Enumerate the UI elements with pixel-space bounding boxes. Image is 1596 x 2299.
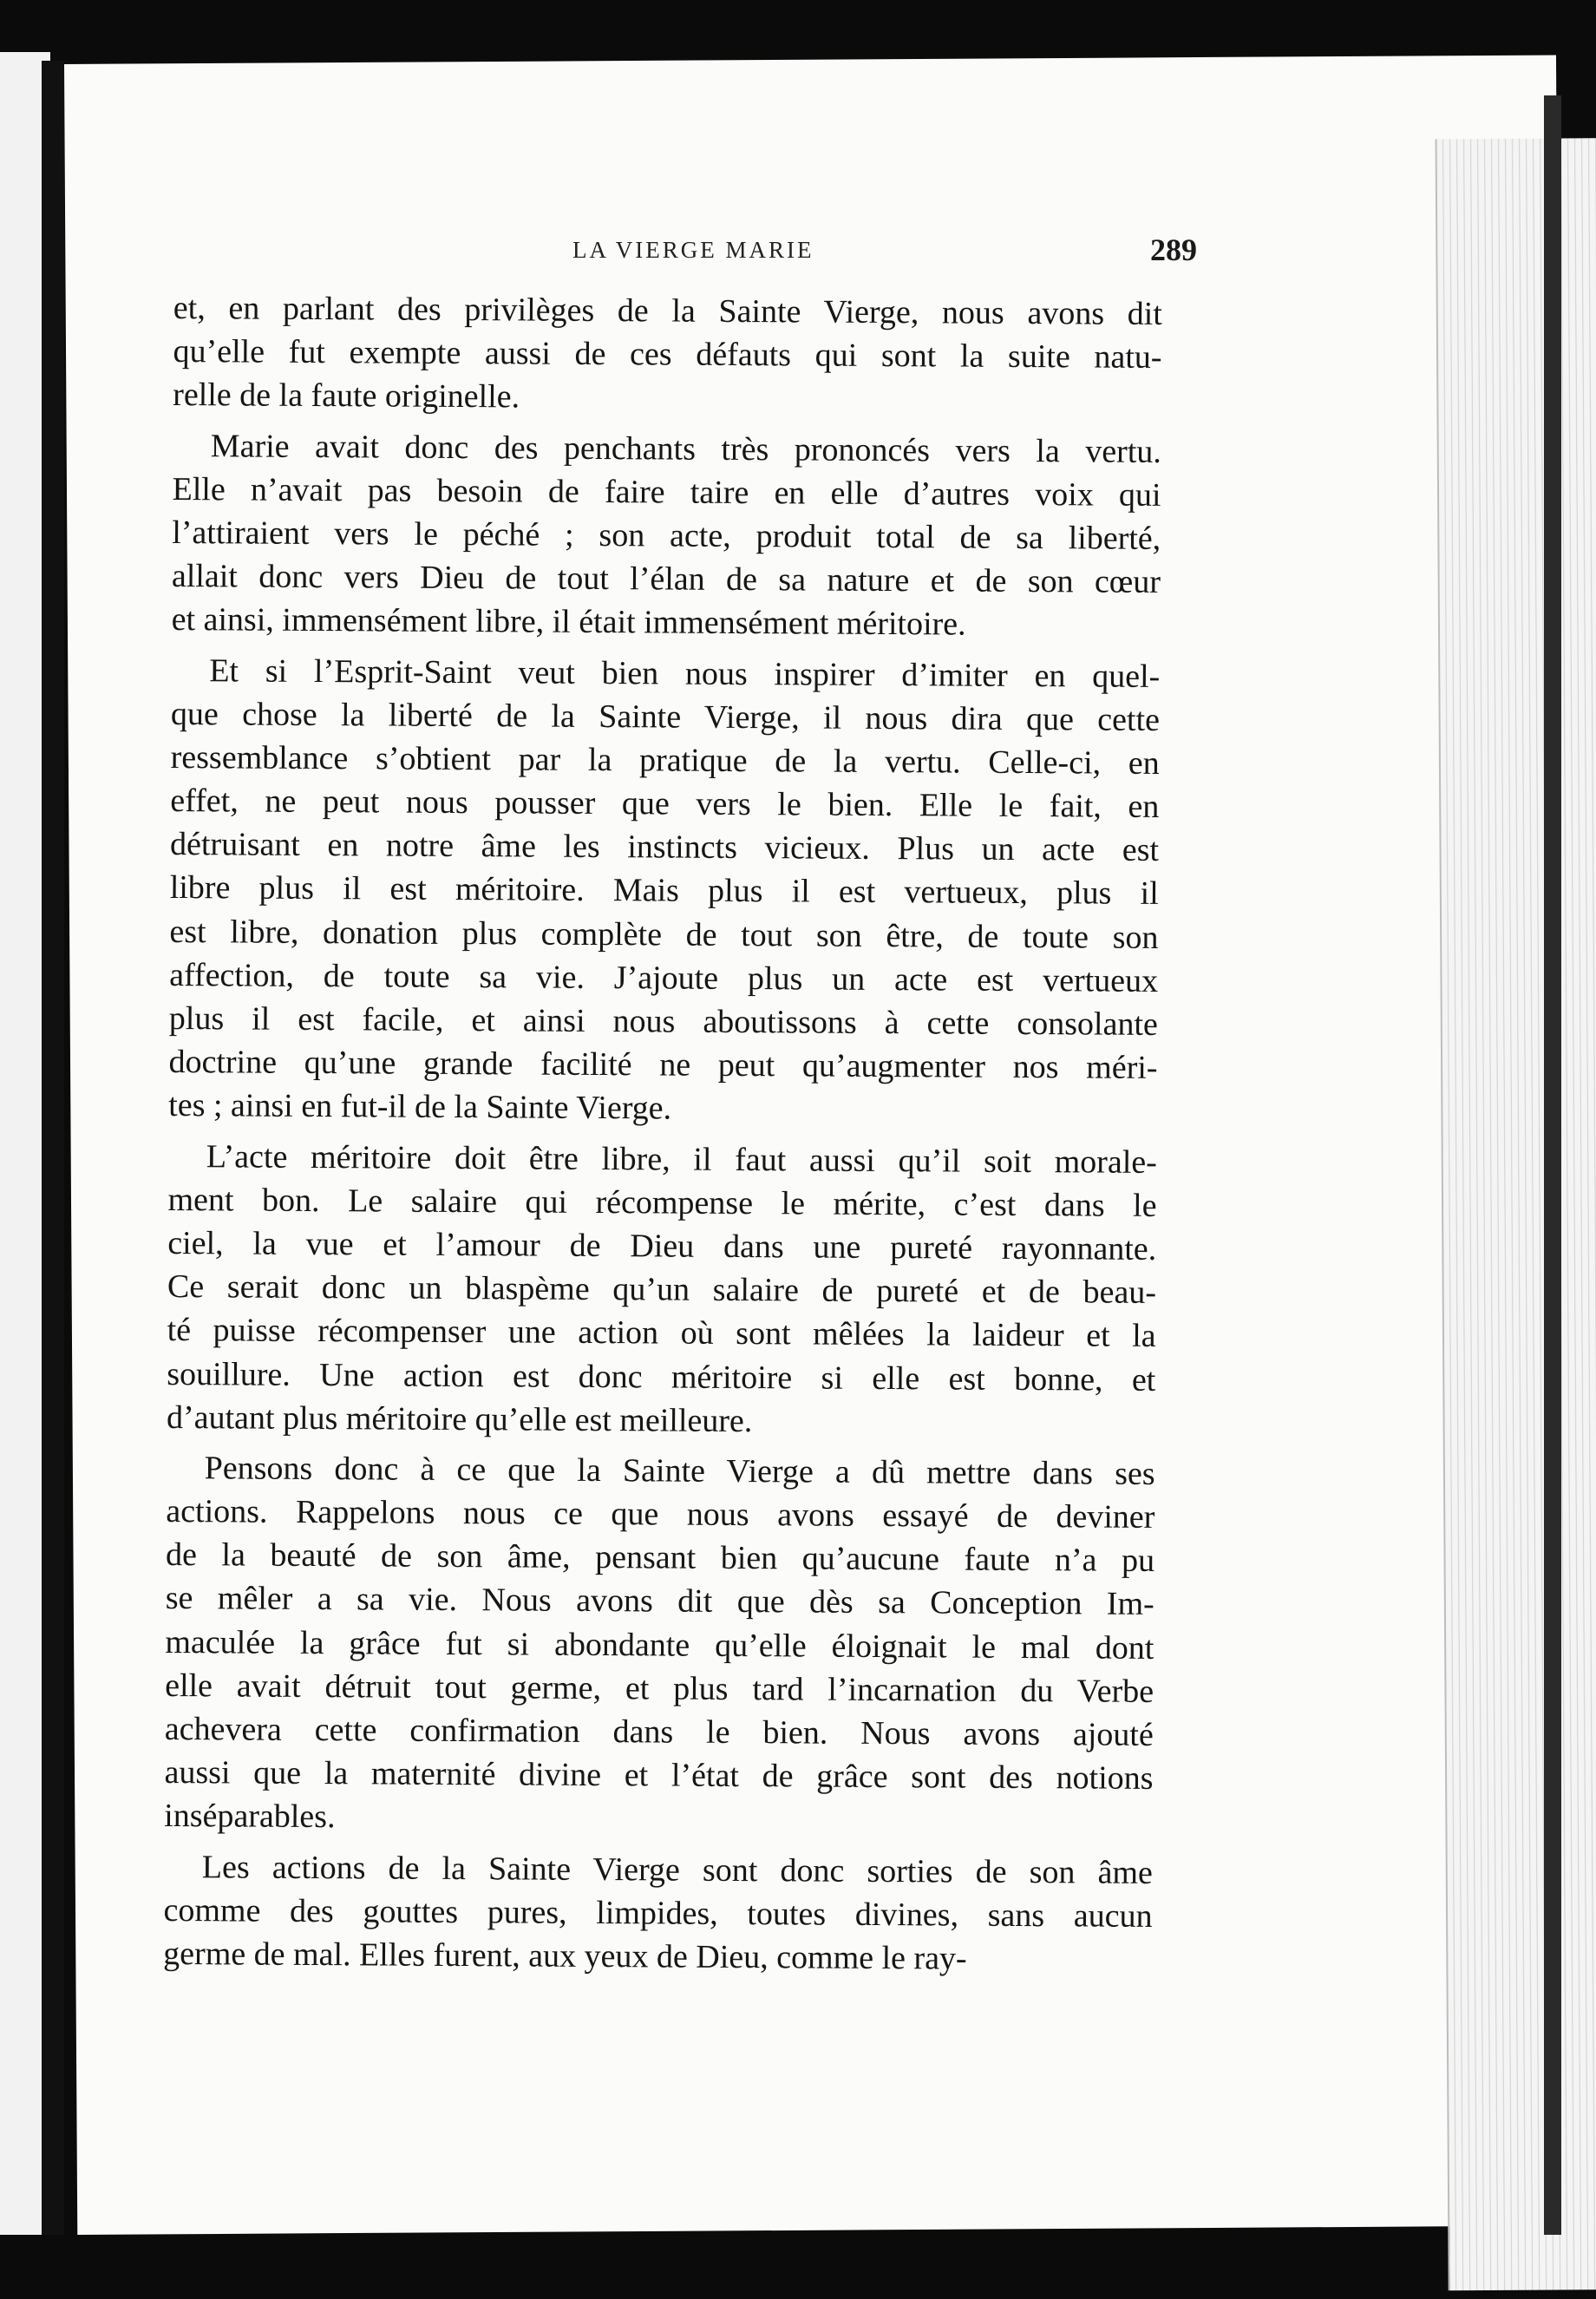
text-line: germe de mal. Elles furent, aux yeux de Dieu, comme le ray- — [163, 1935, 967, 1977]
text-line: est libre, donation plus complète de tout son être, de toute son — [169, 913, 1159, 956]
page-stack-edges — [1436, 138, 1596, 2290]
page-stack-shadow — [1544, 95, 1561, 2235]
text-line: achevera cette confirmation dans le bien. Nous avons ajouté — [164, 1710, 1154, 1753]
page-header — [512, 221, 1197, 282]
text-line: détruisant en notre âme les instincts vicieux. Plus un acte est — [169, 826, 1160, 869]
text-line: d’autant plus méritoire qu’elle est meilleure. — [166, 1398, 753, 1439]
text-line: l’attiraient vers le péché ; son acte, produit total de sa liberté, — [172, 514, 1161, 557]
text-line: aussi que la maternité divine et l’état de grâce sont des notions — [164, 1754, 1154, 1798]
text-line: effet, ne peut nous pousser que vers le bien. Elle le fait, en — [170, 783, 1160, 826]
paragraph — [171, 424, 1161, 648]
text-line: ciel, la vue et l’amour de Dieu dans une pureté rayonnante. — [167, 1224, 1157, 1267]
text-line: Et si l’Esprit-Saint veut bien nous inspirer d’imiter en quel- — [209, 652, 1161, 695]
text-line: libre plus il est méritoire. Mais plus il est vertueux, plus il — [169, 869, 1159, 913]
book-gutter — [42, 61, 64, 2235]
text-line: doctrine qu’une grande facilité ne peut qu’augmenter nos méri- — [168, 1044, 1158, 1087]
paragraph — [164, 1446, 1155, 1844]
paragraph — [173, 286, 1162, 423]
text-line: Ce serait donc un blaspème qu’un salaire de pureté et de beau- — [167, 1268, 1157, 1312]
text-line: elle avait détruit tout germe, et plus tard l’incarnation du Verbe — [165, 1667, 1154, 1710]
text-line: et ainsi, immensément libre, il était immensément méritoire. — [171, 601, 966, 643]
paragraph — [163, 1845, 1153, 1982]
text-line: relle de la faute originelle. — [173, 377, 520, 416]
text-line: tes ; ainsi en fut-il de la Sainte Vierge. — [168, 1087, 672, 1127]
paragraph — [167, 1135, 1157, 1445]
text-line: maculée la grâce fut si abondante qu’elle éloignait le mal dont — [165, 1623, 1154, 1667]
text-line: comme des gouttes pures, limpides, toutes divines, sans aucun — [163, 1891, 1153, 1935]
text-line: té puisse récompenser une action où sont mêlées la laideur et la — [167, 1312, 1156, 1355]
paragraph — [168, 648, 1160, 1133]
body-text — [163, 286, 1162, 1988]
text-line: que chose la liberté de la Sainte Vierge, il nous dira que cette — [170, 695, 1161, 738]
text-line: Les actions de la Sainte Vierge sont donc sorties de son âme — [201, 1848, 1153, 1891]
text-line: inséparables. — [164, 1798, 336, 1836]
page-number: 289 — [1150, 233, 1197, 267]
text-line: se mêler a sa vie. Nous avons dit que dès sa Conception Im- — [165, 1580, 1154, 1623]
text-line: souillure. Une action est donc méritoire si elle est bonne, et — [167, 1355, 1156, 1398]
text-line: plus il est facile, et ainsi nous aboutissons à cette consolante — [168, 999, 1158, 1043]
text-line: de la beauté de son âme, pensant bien qu’aucune faute n’a pu — [165, 1536, 1155, 1580]
text-line: et, en parlant des privilèges de la Sainte Vierge, nous avons dit — [173, 289, 1162, 332]
running-head: LA VIERGE MARIE — [572, 237, 814, 263]
text-line: ment bon. Le salaire qui récompense le mérite, c’est dans le — [167, 1181, 1157, 1224]
text-line: affection, de toute sa vie. J’ajoute plus un acte est vertueux — [169, 956, 1159, 999]
text-line: Elle n’avait pas besoin de faire taire en elle d’autres voix qui — [172, 470, 1161, 514]
text-line: Marie avait donc des penchants très prononcés vers la vertu. — [210, 427, 1161, 470]
text-line: qu’elle fut exempte aussi de ces défauts qui sont la suite natu- — [173, 333, 1162, 377]
text-line: L’acte méritoire doit être libre, il faut aussi qu’il soit morale- — [206, 1137, 1157, 1181]
text-line: ressemblance s’obtient par la pratique de la vertu. Celle-ci, en — [170, 738, 1160, 782]
text-line: Pensons donc à ce que la Sainte Vierge a dû mettre dans ses — [204, 1450, 1155, 1492]
text-line: allait donc vers Dieu de tout l’élan de sa nature et de son cœur — [171, 558, 1161, 601]
text-line: actions. Rappelons nous ce que nous avons essayé de deviner — [166, 1493, 1155, 1536]
